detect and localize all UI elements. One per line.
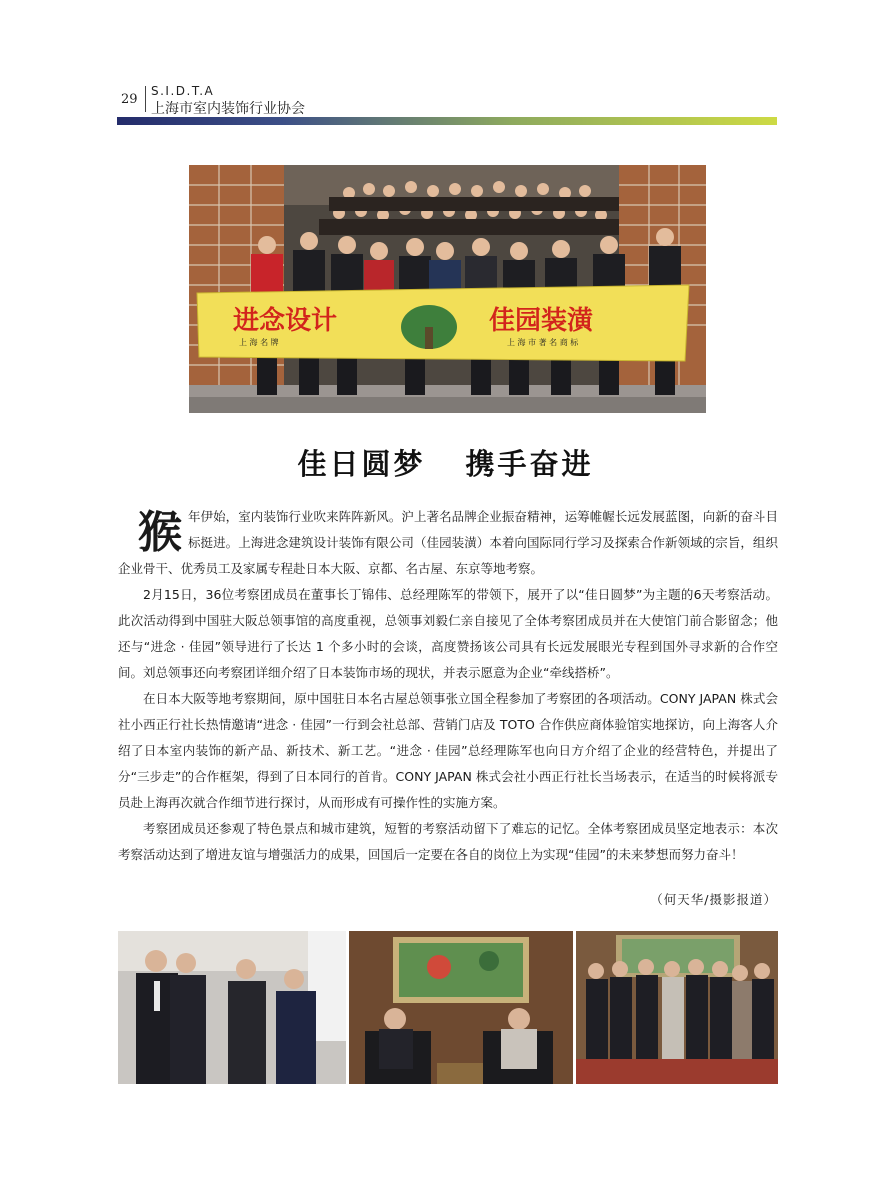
banner-left-small: 上 海 名 牌: [239, 338, 279, 347]
banner-right-small: 上 海 市 著 名 商 标: [507, 338, 579, 347]
banner-right-big: 佳园装潢: [489, 306, 594, 336]
group-photo: [189, 165, 706, 413]
paragraph-1: 猴年伊始，室内装饰行业吹来阵阵新风。沪上著名品牌企业振奋精神，运筹帷幄长远发展蓝图，向新的奋斗目标挺进。上海进念建筑设计装饰有限公司（佳园装潢）本着向国际同行学习及探索合作新领域的宗旨，组织企业骨干、优秀员工及家属专程赴日本大阪、京都、名古屋、东京等地考察。: [118, 507, 778, 576]
dropcap: 猴: [138, 507, 182, 558]
title-part-1: 佳日圆梦: [297, 447, 426, 481]
article-body: [118, 504, 778, 868]
bottom-photo-middle: [349, 931, 573, 1084]
org-name-chinese: 上海市室内装饰行业协会: [151, 101, 305, 117]
paragraph-2: 2月15日，36位考察团成员在董事长丁锦伟、总经理陈军的带领下，展开了以“佳日圆梦”为主题的6天考察活动。此次活动得到中国驻大阪总领事馆的高度重视，总领事刘毅仁亲自接见了全体考察团成员并在大使馆门前合影留念；他还与“进念 · 佳园”领导进行了长达 1 个多小时的会谈，高度赞扬该公司具有长远发展眼光专程到国外寻求新的合作空间。刘总领事还向考察团详细介绍了日本装饰市场的现状，并表示愿意为企业“牵线搭桥”。: [118, 587, 778, 680]
byline: （何天华/摄影报道）: [650, 892, 777, 907]
header-gradient-bar: [117, 117, 777, 125]
org-name-english: S.I.D.T.A: [151, 84, 215, 98]
bottom-photo-left: [118, 931, 346, 1084]
bottom-photo-right: [576, 931, 778, 1084]
page-number: 29: [121, 92, 138, 107]
title-part-2: 携手奋进: [465, 447, 594, 481]
banner-left-big: 进念设计: [233, 306, 338, 336]
header-divider: [145, 86, 146, 112]
page-header: [117, 86, 777, 126]
paragraph-4: 考察团成员还参观了特色景点和城市建筑，短暂的考察活动留下了难忘的记忆。全体考察团成员坚定地表示：本次考察活动达到了增进友谊与增强活力的成果，回国后一定要在各自的岗位上为实现“佳园”的未来梦想而努力奋斗！: [118, 821, 778, 862]
article-title: [0, 442, 891, 483]
paragraph-3: 在日本大阪等地考察期间，原中国驻日本名古屋总领事张立国全程参加了考察团的各项活动。CONY JAPAN 株式会社小西正行社长热情邀请“进念 · 佳园”一行到会社总部、营销门店及 TOTO 合作供应商体验馆实地探访，向上海客人介绍了日本室内装饰的新产品、新技术、新工艺。“进念 · 佳园”总经理陈军也向日方介绍了企业的经营特色，并提出了分“三步走”的合作框架，得到了日本同行的首肯。CONY JAPAN 株式会社小西正行社长当场表示，在适当的时候将派专员赴上海再次就合作细节进行探讨，从而形成有可操作性的实施方案。: [118, 691, 778, 810]
